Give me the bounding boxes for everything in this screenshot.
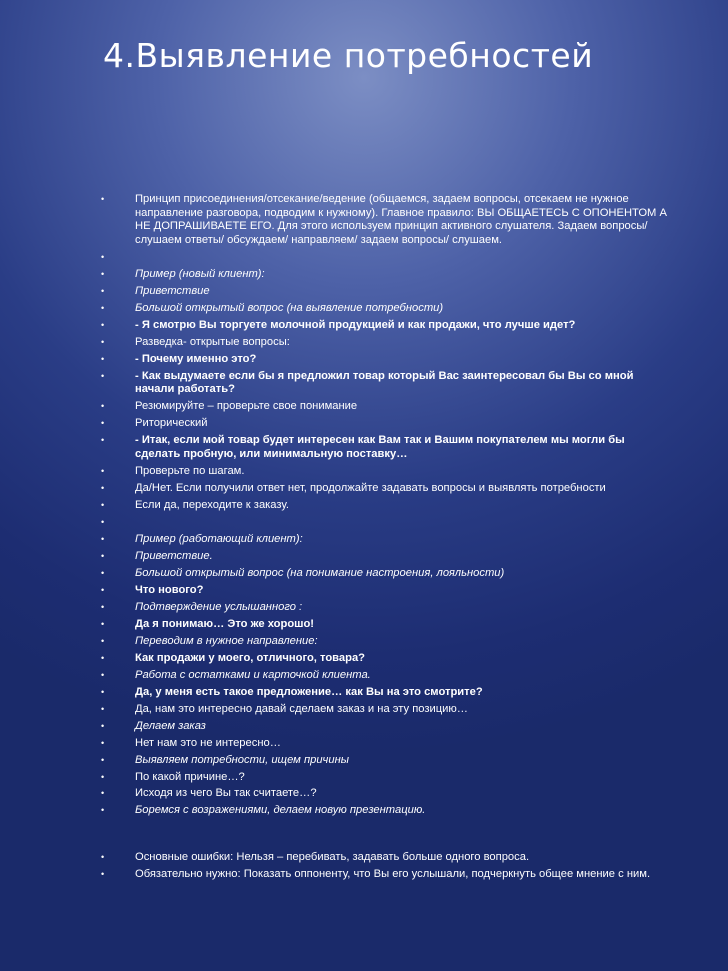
list-item: [0, 465, 728, 479]
page-title: 4.Выявление потребностей: [103, 36, 594, 75]
list-item-text: - Итак, если мой товар будет интересен как Вам так и Вашим покупателем мы могли бы сделать пробную, или минимальную поставку…: [135, 434, 625, 460]
list-item-text: Да/Нет. Если получили ответ нет, продолжайте задавать вопросы и выявлять потребности: [135, 481, 606, 494]
bullet-icon: •: [101, 482, 105, 493]
list-item-text: Большой открытый вопрос (на выявление потребности): [135, 301, 444, 314]
list-item: [0, 754, 728, 768]
list-item-text: Большой открытый вопрос (на понимание настроения, лояльности): [135, 566, 505, 579]
bullet-icon: •: [101, 353, 105, 364]
bullet-icon: •: [101, 635, 105, 646]
bullet-icon: •: [101, 194, 105, 204]
list-spacer: [0, 821, 728, 851]
bullet-icon: •: [101, 771, 105, 782]
list-item-text: Если да, переходите к заказу.: [135, 498, 289, 511]
list-item: [0, 703, 728, 717]
bullet-icon: •: [101, 319, 105, 330]
bullet-icon: •: [101, 618, 105, 629]
list-item-text: Приветствие: [135, 284, 210, 297]
bullet-icon: •: [101, 652, 105, 663]
bullet-icon: •: [101, 720, 105, 731]
bullet-icon: •: [101, 567, 105, 578]
list-item: [0, 400, 728, 414]
list-item: [0, 550, 728, 564]
list-item-text: Боремся с возражениями, делаем новую презентацию.: [135, 804, 426, 817]
list-item-text: Пример (работающий клиент):: [135, 532, 303, 545]
list-item-text: Резюмируйте – проверьте свое понимание: [135, 400, 358, 413]
list-item-text: Подтверждение услышанного :: [135, 600, 303, 613]
list-item: [0, 787, 728, 801]
list-item-text: Пример (новый клиент):: [135, 267, 265, 280]
list-item-text: Что нового?: [135, 583, 204, 596]
bullet-icon: •: [101, 435, 105, 446]
bullet-icon: •: [101, 533, 105, 544]
list-item: [0, 370, 728, 397]
list-item: [0, 737, 728, 751]
bullet-icon: •: [101, 285, 105, 296]
list-item-text: Да я понимаю… Это же хорошо!: [135, 617, 315, 630]
bullet-icon: •: [101, 516, 105, 527]
list-item: [0, 251, 728, 265]
bullet-icon: •: [101, 550, 105, 561]
bullet-icon: •: [101, 703, 105, 714]
list-item-text: - Как выдумаете если бы я предложил товар который Вас заинтересовал бы Вы со мной начали работать?: [135, 369, 634, 396]
list-item-text: Нет нам это не интересно…: [135, 736, 281, 749]
list-item-text: Да, нам это интересно давай сделаем заказ и на эту позицию…: [135, 702, 468, 715]
bullet-icon: •: [101, 499, 105, 510]
list-item: [0, 516, 728, 530]
list-item: [0, 193, 728, 247]
bullet-icon: •: [101, 669, 105, 680]
list-item: [0, 618, 728, 632]
list-item-text: Делаем заказ: [135, 719, 206, 732]
bullet-icon: •: [101, 754, 105, 765]
list-item-text: Обязательно нужно: Показать оппоненту, что Вы его услышали, подчеркнуть общее мнение с ним.: [135, 868, 651, 881]
list-item: [0, 669, 728, 683]
bullet-icon: •: [101, 268, 105, 279]
list-item: [0, 601, 728, 615]
list-item: [0, 434, 728, 461]
list-item: [0, 771, 728, 785]
list-item-text: Принцип присоединения/отсекание/ведение (общаемся, задаем вопросы, отсекаем не нужное направление разговора, подводим к нужному). Главное правило: ВЫ ОБЩАЕТЕСЬ С ОПОНЕНТОМ А НЕ ДОПРАШИВАЕТЕ ЕГО. Для этого используем принцип активного слушателя. Задаем вопросы/ слушаем ответы/ обсуждаем/ направляем/ задаем вопросы/ слушаем.: [135, 193, 667, 246]
bullet-icon: •: [101, 737, 105, 748]
list-item: [0, 851, 728, 865]
bullet-icon: •: [101, 601, 105, 612]
list-item: [0, 652, 728, 666]
list-item: [0, 533, 728, 547]
list-item: [0, 482, 728, 496]
bullet-icon: •: [101, 805, 105, 816]
bullet-icon: •: [101, 465, 105, 476]
list-item-text: Как продажи у моего, отличного, товара?: [135, 651, 366, 664]
bullet-icon: •: [101, 401, 105, 412]
bullet-icon: •: [101, 869, 105, 880]
list-item-text: - Я смотрю Вы торгуете молочной продукцией и как продажи, что лучше идет?: [135, 318, 576, 331]
bullet-icon: •: [101, 788, 105, 799]
bullet-icon: •: [101, 686, 105, 697]
list-item: [0, 302, 728, 316]
list-item-text: Да, у меня есть такое предложение… как Вы на это смотрите?: [135, 685, 483, 698]
list-item: [0, 353, 728, 367]
list-item-text: Исходя из чего Вы так считаете…?: [135, 787, 317, 800]
list-item: [0, 285, 728, 299]
list-item-text: Выявляем потребности, ищем причины: [135, 753, 349, 766]
list-item: [0, 499, 728, 513]
list-item-text: Разведка- открытые вопросы:: [135, 335, 290, 348]
list-item: [0, 635, 728, 649]
bullet-list: [0, 193, 728, 885]
list-item-text: - Почему именно это?: [135, 352, 257, 365]
list-item-text: Работа с остатками и карточкой клиента.: [135, 668, 371, 681]
list-item: [0, 584, 728, 598]
bullet-icon: •: [101, 336, 105, 347]
list-item-text: Приветствие.: [135, 549, 213, 562]
bullet-icon: •: [101, 852, 105, 863]
list-item: [0, 804, 728, 818]
list-item: [0, 720, 728, 734]
bullet-icon: •: [101, 251, 105, 262]
bullet-icon: •: [101, 302, 105, 313]
list-item: [0, 686, 728, 700]
list-item: [0, 567, 728, 581]
list-item-text: Проверьте по шагам.: [135, 464, 245, 477]
bullet-icon: •: [101, 418, 105, 429]
list-item: [0, 319, 728, 333]
list-item-text: По какой причине…?: [135, 770, 245, 783]
list-item: [0, 268, 728, 282]
list-item-text: Переводим в нужное направление:: [135, 634, 318, 647]
bullet-icon: •: [101, 370, 105, 381]
list-item-text: Риторический: [135, 417, 208, 430]
list-item-text: Основные ошибки: Нельзя – перебивать, задавать больше одного вопроса.: [135, 851, 530, 864]
list-item: [0, 417, 728, 431]
bullet-icon: •: [101, 584, 105, 595]
list-item: [0, 868, 728, 882]
list-item: [0, 336, 728, 350]
